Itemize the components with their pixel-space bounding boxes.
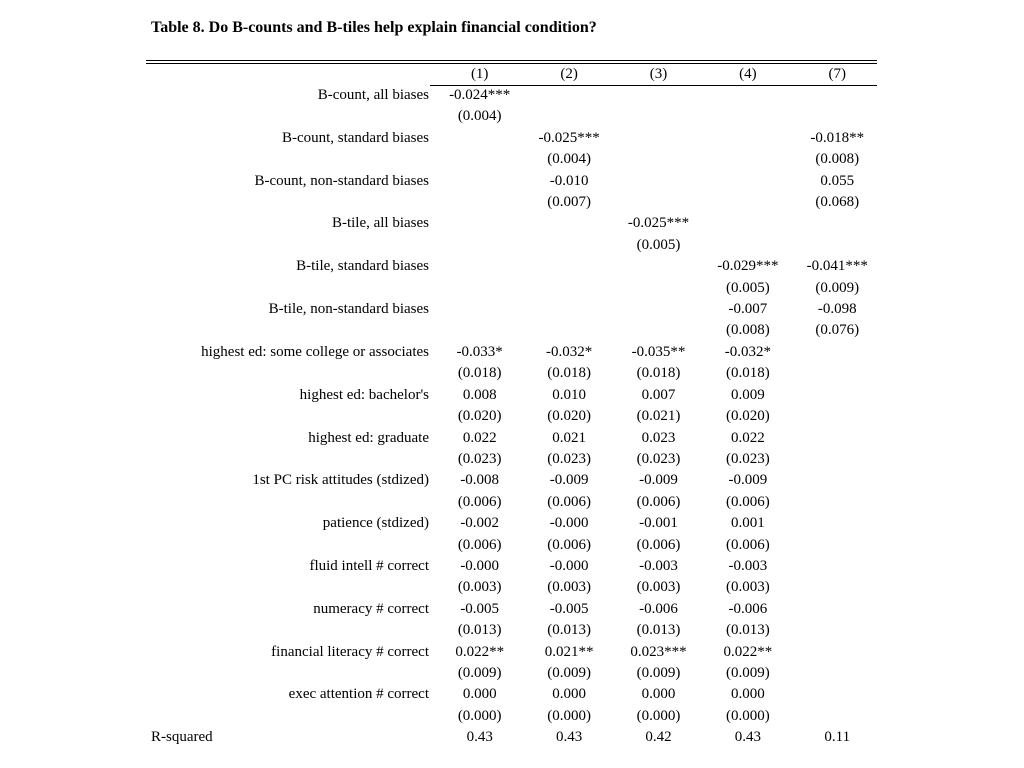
std-error-cell: (0.000) — [725, 707, 770, 724]
coefficient-cell: 0.010 — [552, 386, 586, 403]
row-label: highest ed: bachelor's — [299, 386, 429, 403]
coefficient-cell — [703, 171, 792, 192]
std-error-row — [146, 320, 882, 341]
std-error-cell: (0.018) — [547, 365, 591, 382]
std-error-cell: (0.009) — [636, 664, 681, 681]
coefficient-cell: -0.003 — [639, 557, 678, 574]
std-error-cell: (0.021) — [636, 408, 681, 425]
std-error-cell — [793, 620, 882, 641]
std-error-cell: (0.008) — [815, 151, 860, 168]
rsquared-cell: 0.43 — [466, 729, 493, 746]
coefficient-cell: 0.009 — [730, 386, 765, 403]
coefficient-cell — [793, 85, 882, 106]
row-label: fluid intell # correct — [309, 557, 429, 574]
std-error-cell — [435, 235, 524, 256]
std-error-cell — [435, 192, 524, 213]
std-error-row — [146, 192, 882, 213]
coefficient-cell — [793, 342, 882, 363]
coefficient-cell — [793, 385, 882, 406]
std-error-cell: (0.006) — [547, 536, 591, 553]
std-error-cell — [793, 706, 882, 727]
coefficient-cell: -0.002 — [460, 515, 500, 532]
std-error-cell — [524, 320, 613, 341]
coefficient-cell: -0.098 — [817, 301, 857, 318]
std-error-cell: (0.004) — [547, 151, 591, 168]
row-label-spacer — [146, 577, 435, 598]
row-label-spacer — [146, 192, 435, 213]
coefficient-cell: 0.000 — [552, 686, 586, 703]
std-error-cell: (0.023) — [636, 450, 681, 467]
coefficient-cell: 0.021** — [544, 643, 594, 660]
row-label-spacer — [146, 449, 435, 470]
coefficient-row — [146, 513, 882, 534]
std-error-cell — [435, 278, 524, 299]
std-error-cell: (0.003) — [457, 579, 502, 596]
row-label-spacer — [146, 106, 435, 127]
coefficient-cell: -0.024*** — [449, 87, 511, 103]
coefficient-cell: 0.007 — [641, 386, 676, 403]
coefficient-cell: -0.010 — [549, 172, 589, 189]
coefficient-cell — [793, 599, 882, 620]
rsquared-cell: 0.11 — [824, 729, 851, 746]
std-error-cell — [524, 235, 613, 256]
coefficient-cell: -0.018** — [810, 129, 865, 146]
coefficient-cell: -0.006 — [728, 600, 768, 617]
std-error-row — [146, 235, 882, 256]
std-error-cell: (0.020) — [457, 408, 502, 425]
coefficient-cell — [435, 213, 524, 234]
coefficient-cell — [524, 85, 613, 106]
std-error-cell: (0.000) — [457, 707, 502, 724]
std-error-cell — [614, 149, 703, 170]
coefficient-cell — [614, 171, 703, 192]
std-error-row — [146, 492, 882, 513]
coefficient-cell: -0.009 — [728, 472, 768, 489]
coefficient-cell: -0.033* — [456, 343, 503, 360]
coefficient-cell: 0.022** — [723, 643, 773, 660]
column-header: (4) — [739, 66, 757, 82]
row-label-spacer — [146, 363, 435, 384]
std-error-cell: (0.009) — [547, 664, 591, 681]
coefficient-row — [146, 428, 882, 449]
std-error-row — [146, 706, 882, 727]
std-error-cell: (0.000) — [547, 707, 591, 724]
std-error-cell: (0.013) — [547, 622, 591, 639]
coefficient-cell — [435, 128, 524, 149]
rsquared-cell: 0.43 — [555, 729, 583, 746]
coefficient-row — [146, 128, 882, 149]
std-error-cell — [793, 106, 882, 127]
coefficient-cell: -0.007 — [728, 301, 768, 318]
coefficient-cell — [793, 213, 882, 234]
std-error-cell: (0.006) — [636, 536, 681, 553]
coefficient-row — [146, 85, 882, 106]
coefficient-row — [146, 684, 882, 705]
std-error-cell — [614, 106, 703, 127]
coefficient-cell: -0.005 — [549, 600, 589, 617]
std-error-cell — [793, 363, 882, 384]
std-error-cell: (0.006) — [547, 493, 591, 510]
coefficient-cell: 0.021 — [552, 429, 586, 446]
coefficient-row — [146, 256, 882, 277]
coefficient-cell — [703, 213, 792, 234]
rsquared-cell: 0.42 — [645, 729, 672, 746]
coefficient-cell: 0.023 — [641, 429, 676, 446]
std-error-row — [146, 663, 882, 684]
std-error-cell: (0.003) — [547, 579, 591, 596]
coefficient-cell: -0.009 — [639, 472, 678, 489]
coefficient-row — [146, 385, 882, 406]
std-error-row — [146, 449, 882, 470]
std-error-cell: (0.006) — [725, 493, 770, 510]
std-error-row — [146, 620, 882, 641]
column-header: (1) — [470, 66, 489, 82]
row-label: B-count, non-standard biases — [254, 172, 429, 189]
coefficient-cell: -0.006 — [639, 600, 678, 617]
coefficient-row — [146, 171, 882, 192]
row-label: B-count, standard biases — [281, 129, 429, 146]
row-label: B-count, all biases — [317, 87, 429, 103]
std-error-cell: (0.068) — [815, 194, 860, 211]
coefficient-cell — [614, 128, 703, 149]
std-error-cell: (0.023) — [725, 450, 770, 467]
row-label-spacer — [146, 620, 435, 641]
coefficient-cell: -0.000 — [549, 557, 589, 574]
row-label-spacer — [146, 406, 435, 427]
std-error-row — [146, 535, 882, 556]
coefficient-row — [146, 342, 882, 363]
coefficient-cell — [793, 642, 882, 663]
row-label: exec attention # correct — [288, 686, 429, 703]
row-label: highest ed: some college or associates — [201, 343, 429, 360]
std-error-cell: (0.005) — [725, 279, 770, 296]
coefficient-cell: -0.041*** — [806, 258, 868, 275]
coefficient-cell: -0.001 — [639, 515, 678, 532]
coefficient-cell: -0.005 — [460, 600, 500, 617]
row-label: 1st PC risk attitudes (stdized) — [252, 472, 429, 489]
row-label-spacer — [146, 535, 435, 556]
coefficient-cell: 0.008 — [462, 386, 497, 403]
row-label-spacer — [146, 706, 435, 727]
coefficient-cell: -0.035** — [631, 343, 686, 360]
coefficient-cell: 0.023*** — [630, 643, 687, 660]
rsquared-cell: 0.43 — [734, 729, 761, 746]
std-error-cell: (0.000) — [636, 707, 681, 724]
rsquared-row — [146, 727, 882, 748]
std-error-cell — [614, 192, 703, 213]
std-error-cell: (0.018) — [457, 365, 502, 382]
std-error-cell: (0.007) — [547, 194, 591, 211]
coefficient-cell: 0.000 — [641, 686, 676, 703]
coefficient-cell: -0.003 — [728, 557, 768, 574]
row-label: highest ed: graduate — [308, 429, 429, 446]
coefficient-cell — [614, 85, 703, 106]
std-error-cell: (0.023) — [457, 450, 502, 467]
coefficient-cell — [793, 470, 882, 491]
row-label-spacer — [146, 320, 435, 341]
coefficient-cell: -0.000 — [549, 515, 589, 532]
std-error-cell — [793, 492, 882, 513]
std-error-row — [146, 106, 882, 127]
row-label-spacer — [146, 278, 435, 299]
coefficient-cell — [435, 299, 524, 320]
regression-table — [146, 64, 882, 749]
std-error-cell: (0.005) — [636, 236, 681, 253]
std-error-cell: (0.006) — [725, 536, 770, 553]
top-rule — [146, 60, 877, 61]
coefficient-cell — [614, 299, 703, 320]
std-error-row — [146, 406, 882, 427]
std-error-cell — [703, 192, 792, 213]
std-error-cell — [793, 449, 882, 470]
std-error-cell: (0.013) — [457, 622, 502, 639]
row-label: B-tile, standard biases — [296, 258, 429, 275]
coefficient-cell: 0.000 — [730, 686, 765, 703]
std-error-row — [146, 577, 882, 598]
coefficient-cell: -0.008 — [460, 472, 500, 489]
coefficient-cell: 0.022 — [462, 429, 497, 446]
coefficient-row — [146, 299, 882, 320]
std-error-cell — [435, 320, 524, 341]
header-spacer — [146, 64, 435, 85]
coefficient-cell — [435, 171, 524, 192]
std-error-row — [146, 278, 882, 299]
std-error-cell — [793, 406, 882, 427]
std-error-cell: (0.018) — [636, 365, 681, 382]
row-label: B-tile, non-standard biases — [268, 301, 429, 318]
std-error-cell — [524, 278, 613, 299]
std-error-cell: (0.003) — [636, 579, 681, 596]
column-header: (3) — [649, 66, 668, 82]
coefficient-cell — [435, 256, 524, 277]
std-error-cell — [435, 149, 524, 170]
std-error-cell — [793, 663, 882, 684]
coefficient-cell: 0.022** — [455, 643, 505, 660]
column-header: (2) — [560, 66, 578, 82]
row-label-spacer — [146, 149, 435, 170]
coefficient-cell: 0.055 — [820, 172, 855, 189]
std-error-cell — [703, 149, 792, 170]
row-label-spacer — [146, 492, 435, 513]
coefficient-cell — [793, 513, 882, 534]
std-error-cell: (0.004) — [457, 108, 502, 125]
coefficient-cell: -0.000 — [460, 557, 500, 574]
std-error-cell: (0.006) — [636, 493, 681, 510]
column-header-row — [146, 64, 882, 85]
coefficient-cell — [793, 684, 882, 705]
coefficient-row — [146, 556, 882, 577]
std-error-cell: (0.009) — [457, 664, 502, 681]
std-error-cell: (0.006) — [457, 536, 502, 553]
row-label-spacer — [146, 235, 435, 256]
table-title: Table 8. Do B-counts and B-tiles help explain financial condition? — [151, 19, 597, 36]
std-error-cell: (0.006) — [457, 493, 502, 510]
coefficient-cell — [524, 299, 613, 320]
coefficient-cell — [524, 213, 613, 234]
row-label: patience (stdized) — [322, 515, 429, 532]
std-error-cell — [793, 235, 882, 256]
std-error-cell — [614, 278, 703, 299]
std-error-cell: (0.009) — [725, 664, 770, 681]
row-label-spacer — [146, 663, 435, 684]
std-error-cell: (0.023) — [547, 450, 591, 467]
std-error-cell: (0.003) — [725, 579, 770, 596]
std-error-cell — [793, 577, 882, 598]
std-error-cell: (0.020) — [547, 408, 591, 425]
coefficient-row — [146, 642, 882, 663]
std-error-row — [146, 363, 882, 384]
std-error-cell — [524, 106, 613, 127]
coefficient-row — [146, 470, 882, 491]
std-error-cell: (0.013) — [636, 622, 681, 639]
coefficient-cell: -0.029*** — [717, 258, 779, 275]
coefficient-row — [146, 599, 882, 620]
row-label: B-tile, all biases — [331, 215, 429, 232]
coefficient-cell — [703, 128, 792, 149]
std-error-cell — [703, 106, 792, 127]
std-error-cell — [793, 535, 882, 556]
row-label: numeracy # correct — [313, 600, 429, 617]
coefficient-cell — [524, 256, 613, 277]
coefficient-cell: 0.001 — [730, 515, 765, 532]
std-error-cell: (0.076) — [815, 322, 860, 339]
coefficient-cell: 0.022 — [730, 429, 765, 446]
std-error-cell: (0.013) — [725, 622, 770, 639]
coefficient-cell — [703, 85, 792, 106]
std-error-cell: (0.009) — [815, 279, 860, 296]
coefficient-cell: 0.000 — [462, 686, 497, 703]
coefficient-cell — [614, 256, 703, 277]
coefficient-cell: -0.032* — [724, 343, 771, 360]
coefficient-cell: -0.025*** — [538, 129, 600, 146]
std-error-cell — [614, 320, 703, 341]
column-header: (7) — [828, 66, 846, 82]
coefficient-cell: -0.032* — [545, 343, 593, 360]
rsquared-label: R-squared — [151, 729, 213, 746]
std-error-row — [146, 149, 882, 170]
std-error-cell: (0.008) — [725, 322, 770, 339]
coefficient-cell: -0.009 — [549, 472, 589, 489]
coefficient-row — [146, 213, 882, 234]
coefficient-cell — [793, 556, 882, 577]
coefficient-cell: -0.025*** — [627, 215, 690, 232]
std-error-cell: (0.020) — [725, 408, 770, 425]
std-error-cell — [703, 235, 792, 256]
row-label: financial literacy # correct — [271, 643, 429, 660]
coefficient-cell — [793, 428, 882, 449]
std-error-cell: (0.018) — [725, 365, 770, 382]
